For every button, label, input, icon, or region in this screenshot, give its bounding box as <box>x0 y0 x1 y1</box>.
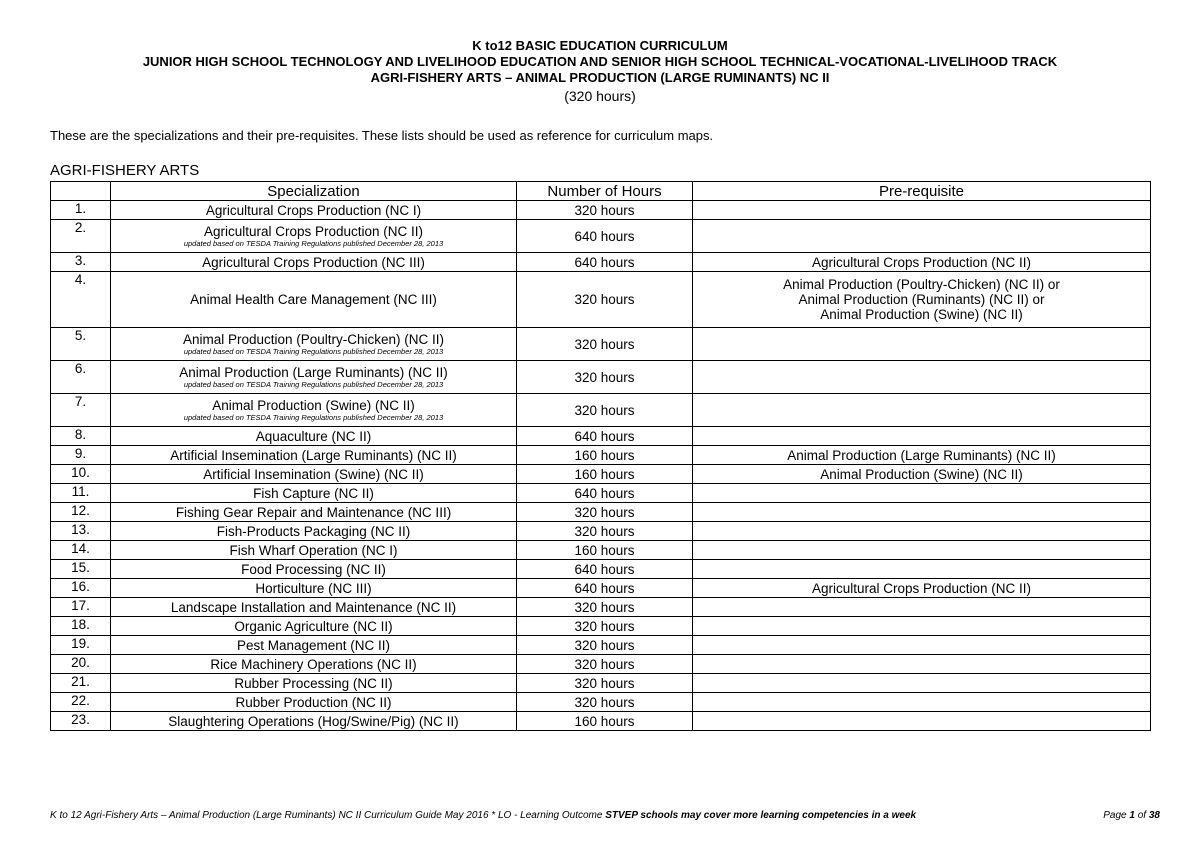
row-number: 3. <box>51 253 111 272</box>
hours-cell: 640 hours <box>517 484 693 503</box>
row-number: 13. <box>51 522 111 541</box>
page-of: of <box>1134 810 1149 821</box>
table-row <box>51 272 1151 328</box>
update-note: updated based on TESDA Training Regulations published December 28, 2013 <box>183 380 444 389</box>
row-number: 2. <box>51 220 111 253</box>
specialization-cell <box>111 484 517 503</box>
header-line-4: (320 hours) <box>564 88 636 104</box>
hours-cell: 320 hours <box>517 617 693 636</box>
header-line-3: AGRI-FISHERY ARTS – ANIMAL PRODUCTION (LARGE RUMINANTS) NC II <box>370 70 830 85</box>
page-current: 1 <box>1129 810 1135 821</box>
specialization-cell <box>111 655 517 674</box>
specialization-name: Fishing Gear Repair and Maintenance (NC III) <box>175 504 452 520</box>
header-cell-prerequisite: Pre-requisite <box>693 182 1151 201</box>
prerequisite-cell <box>693 503 1151 522</box>
table-row <box>51 579 1151 598</box>
row-number: 7. <box>51 394 111 427</box>
row-number: 20. <box>51 655 111 674</box>
prerequisite-cell <box>693 201 1151 220</box>
table-row <box>51 446 1151 465</box>
hours-cell: 160 hours <box>517 446 693 465</box>
hours-cell: 320 hours <box>517 522 693 541</box>
hours-cell: 320 hours <box>517 655 693 674</box>
table-row <box>51 522 1151 541</box>
hours-cell: 320 hours <box>517 674 693 693</box>
table-row <box>51 712 1151 731</box>
specialization-cell <box>111 328 517 361</box>
table-row <box>51 484 1151 503</box>
specialization-cell <box>111 522 517 541</box>
specialization-name: Rice Machinery Operations (NC II) <box>210 656 417 672</box>
hours-cell: 640 hours <box>517 560 693 579</box>
prerequisite-cell <box>693 427 1151 446</box>
row-number: 6. <box>51 361 111 394</box>
table-row <box>51 394 1151 427</box>
specialization-cell <box>111 693 517 712</box>
row-number: 17. <box>51 598 111 617</box>
specialization-cell <box>111 598 517 617</box>
table-row <box>51 220 1151 253</box>
hours-cell: 640 hours <box>517 427 693 446</box>
row-number: 9. <box>51 446 111 465</box>
table-row <box>51 253 1151 272</box>
specialization-cell <box>111 272 517 328</box>
table-row <box>51 693 1151 712</box>
prerequisite-cell <box>693 598 1151 617</box>
section-title: AGRI-FISHERY ARTS <box>50 162 200 179</box>
hours-cell: 640 hours <box>517 220 693 253</box>
table-row <box>51 503 1151 522</box>
prerequisite-cell <box>693 655 1151 674</box>
specialization-cell <box>111 636 517 655</box>
row-number: 18. <box>51 617 111 636</box>
header-line-2: JUNIOR HIGH SCHOOL TECHNOLOGY AND LIVELIHOOD EDUCATION AND SENIOR HIGH SCHOOL TECHNICAL-VOCATIONAL-LIVELIHOOD TRACK <box>142 54 1058 69</box>
prerequisite-cell <box>693 484 1151 503</box>
prerequisite-cell: Agricultural Crops Production (NC II) <box>693 579 1151 598</box>
specialization-name: Rubber Production (NC II) <box>235 694 392 710</box>
specialization-cell <box>111 465 517 484</box>
row-number: 14. <box>51 541 111 560</box>
specialization-name: Animal Production (Swine) (NC II) <box>212 398 415 413</box>
specialization-name: Landscape Installation and Maintenance (NC II) <box>170 599 457 615</box>
specialization-name: Slaughtering Operations (Hog/Swine/Pig) (NC II) <box>168 713 459 729</box>
page-footer <box>50 810 1160 821</box>
prerequisite-cell <box>693 394 1151 427</box>
specialization-name: Animal Health Care Management (NC III) <box>190 292 437 307</box>
row-number: 15. <box>51 560 111 579</box>
intro-text: These are the specializations and their pre-requisites. These lists should be used as reference for curriculum maps. <box>50 128 714 143</box>
specialization-cell <box>111 427 517 446</box>
prerequisite-cell: Animal Production (Swine) (NC II) <box>693 465 1151 484</box>
hours-cell: 160 hours <box>517 541 693 560</box>
specialization-name: Fish-Products Packaging (NC II) <box>216 523 411 539</box>
footer-text: K to 12 Agri-Fishery Arts – Animal Production (Large Ruminants) NC II Curriculum Guide May 2016 * LO - Learning Outcome <box>50 810 606 821</box>
specialization-cell <box>111 220 517 253</box>
specialization-cell <box>111 361 517 394</box>
table-row <box>51 560 1151 579</box>
row-number: 21. <box>51 674 111 693</box>
prerequisite-cell <box>693 636 1151 655</box>
table-row <box>51 201 1151 220</box>
header-cell-hours: Number of Hours <box>517 182 693 201</box>
specialization-name: Organic Agriculture (NC II) <box>234 618 393 634</box>
prerequisite-cell <box>693 328 1151 361</box>
specialization-cell <box>111 201 517 220</box>
table-header-row <box>51 182 1151 201</box>
hours-cell: 320 hours <box>517 598 693 617</box>
table-row <box>51 465 1151 484</box>
prerequisite-cell <box>693 617 1151 636</box>
table-row <box>51 328 1151 361</box>
table-row <box>51 617 1151 636</box>
prerequisite-cell <box>693 541 1151 560</box>
hours-cell: 160 hours <box>517 465 693 484</box>
table-body <box>51 201 1151 731</box>
specialization-name: Animal Production (Poultry-Chicken) (NC II) <box>182 332 445 347</box>
specialization-name: Agricultural Crops Production (NC I) <box>205 202 422 218</box>
specialization-name: Agricultural Crops Production (NC III) <box>202 254 425 270</box>
table-row <box>51 655 1151 674</box>
row-number: 12. <box>51 503 111 522</box>
hours-cell: 320 hours <box>517 394 693 427</box>
row-number: 11. <box>51 484 111 503</box>
prerequisite-cell <box>693 522 1151 541</box>
table-row <box>51 541 1151 560</box>
prerequisite-cell <box>693 361 1151 394</box>
update-note: updated based on TESDA Training Regulations published December 28, 2013 <box>183 239 444 248</box>
specialization-name: Artificial Insemination (Swine) (NC II) <box>203 466 424 482</box>
table-row <box>51 598 1151 617</box>
row-number: 4. <box>51 272 111 328</box>
hours-cell: 320 hours <box>517 636 693 655</box>
specialization-cell <box>111 712 517 731</box>
row-number: 5. <box>51 328 111 361</box>
specialization-name: Agricultural Crops Production (NC II) <box>203 224 424 239</box>
prerequisite-cell: Animal Production (Large Ruminants) (NC II) <box>693 446 1151 465</box>
prerequisite-cell: Agricultural Crops Production (NC II) <box>693 253 1151 272</box>
specialization-cell <box>111 503 517 522</box>
specialization-name: Animal Production (Large Ruminants) (NC II) <box>179 365 448 380</box>
row-number: 16. <box>51 579 111 598</box>
hours-cell: 320 hours <box>517 272 693 328</box>
specialization-name: Pest Management (NC II) <box>236 637 391 653</box>
header-cell-number <box>51 182 111 201</box>
prerequisite-cell <box>693 560 1151 579</box>
specialization-name: Fish Wharf Operation (NC I) <box>229 542 398 558</box>
header-cell-specialization: Specialization <box>111 182 517 201</box>
hours-cell: 320 hours <box>517 361 693 394</box>
page-prefix: Page <box>1103 810 1130 821</box>
hours-cell: 320 hours <box>517 201 693 220</box>
table-row <box>51 674 1151 693</box>
specialization-name: Fish Capture (NC II) <box>253 485 374 501</box>
specialization-cell <box>111 560 517 579</box>
row-number: 10. <box>51 465 111 484</box>
row-number: 22. <box>51 693 111 712</box>
specialization-cell <box>111 394 517 427</box>
prerequisite-cell <box>693 220 1151 253</box>
specialization-name: Food Processing (NC II) <box>241 561 386 577</box>
specialization-cell <box>111 541 517 560</box>
specialization-cell <box>111 446 517 465</box>
row-number: 19. <box>51 636 111 655</box>
specialization-table <box>50 181 1151 731</box>
specialization-cell <box>111 617 517 636</box>
row-number: 8. <box>51 427 111 446</box>
hours-cell: 320 hours <box>517 328 693 361</box>
table-row <box>51 427 1151 446</box>
hours-cell: 320 hours <box>517 693 693 712</box>
update-note: updated based on TESDA Training Regulations published December 28, 2013 <box>183 413 444 422</box>
prerequisite-cell <box>693 674 1151 693</box>
page-number <box>1103 810 1160 821</box>
hours-cell: 640 hours <box>517 253 693 272</box>
specialization-cell <box>111 674 517 693</box>
hours-cell: 640 hours <box>517 579 693 598</box>
specialization-cell <box>111 253 517 272</box>
hours-cell: 320 hours <box>517 503 693 522</box>
prerequisite-cell <box>693 712 1151 731</box>
prerequisite-cell: Animal Production (Poultry-Chicken) (NC II) or Animal Production (Ruminants) (NC II) or Animal Production (Swine) (NC II) <box>693 272 1151 328</box>
specialization-name: Horticulture (NC III) <box>255 580 372 596</box>
row-number: 23. <box>51 712 111 731</box>
specialization-name: Aquaculture (NC II) <box>255 428 372 444</box>
row-number: 1. <box>51 201 111 220</box>
header-line-1: K to12 BASIC EDUCATION CURRICULUM <box>472 38 728 53</box>
page-total: 38 <box>1148 810 1160 821</box>
table-row <box>51 636 1151 655</box>
specialization-name: Artificial Insemination (Large Ruminants) (NC II) <box>170 447 457 463</box>
footer-bold-note: STVEP schools may cover more learning competencies in a week <box>605 810 917 821</box>
prerequisite-cell <box>693 693 1151 712</box>
specialization-name: Rubber Processing (NC II) <box>234 675 393 691</box>
document-header <box>0 38 1200 106</box>
update-note: updated based on TESDA Training Regulations published December 28, 2013 <box>183 347 444 356</box>
hours-cell: 160 hours <box>517 712 693 731</box>
specialization-cell <box>111 579 517 598</box>
table-row <box>51 361 1151 394</box>
